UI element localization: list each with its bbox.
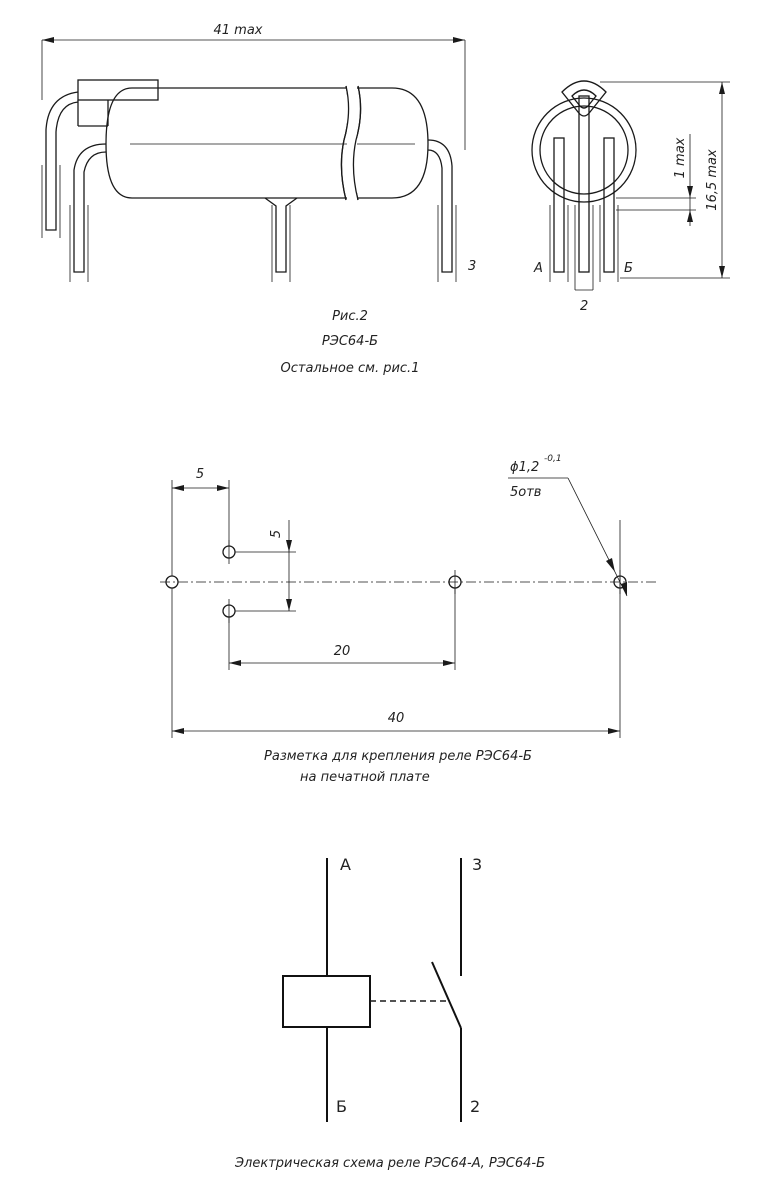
hole-diameter-tolerance: -0,1: [544, 454, 562, 464]
relay-end-view: [532, 81, 730, 314]
dimension-5-horizontal: 5: [195, 467, 205, 482]
pin-label-a: А: [534, 261, 543, 276]
relay-side-view: [42, 23, 476, 282]
dimension-height: 16,5 max: [705, 149, 720, 211]
dimension-20: 20: [333, 644, 351, 659]
caption-model: РЭС64-Б: [321, 334, 379, 349]
hole-count: 5отв: [510, 485, 542, 500]
hole-diameter: ϕ1,2: [510, 460, 540, 475]
pin-label-3: 3: [468, 259, 477, 274]
schematic-label-b: Б: [336, 1097, 347, 1116]
schematic-caption: Электрическая схема реле РЭС64-А, РЭС64-Б: [234, 1156, 546, 1171]
pin-label-2: 2: [580, 299, 589, 314]
dimension-5-vertical: 5: [269, 529, 284, 539]
dimension-gap: 1 max: [673, 137, 688, 179]
mounting-caption-line2: на печатной плате: [300, 770, 430, 785]
schematic-label-2: 2: [470, 1097, 481, 1116]
schematic-label-a: А: [340, 855, 351, 874]
coil: [283, 976, 370, 1027]
pin-label-b: Б: [624, 261, 633, 276]
switch-contact: [432, 962, 461, 1028]
electrical-schematic: [234, 855, 545, 1171]
caption-note: Остальное см. рис.1: [280, 361, 420, 376]
dimension-40: 40: [387, 711, 405, 726]
pcb-mounting-layout: [160, 454, 656, 785]
schematic-label-3: 3: [472, 855, 483, 874]
figure2-caption: [281, 309, 420, 376]
mounting-caption-line1: Разметка для крепления реле РЭС64-Б: [264, 749, 532, 764]
caption-fig-number: Рис.2: [332, 309, 368, 324]
dimension-length: 41 max: [213, 23, 263, 38]
